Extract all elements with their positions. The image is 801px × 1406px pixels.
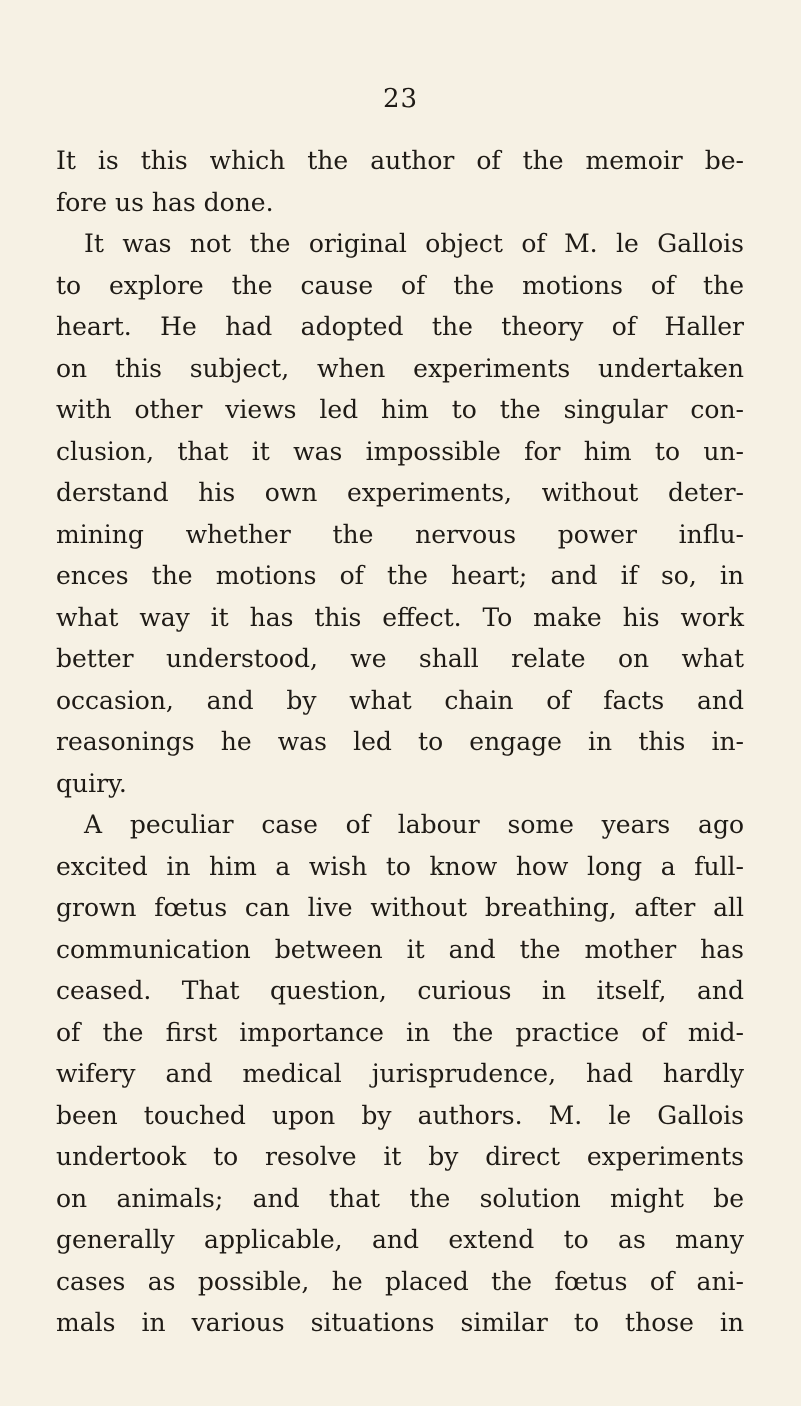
text-line: derstand his own experiments, without deter- <box>56 478 744 507</box>
text-line: mals in various situations similar to those in <box>56 1308 744 1337</box>
text-line: clusion, that it was impossible for him to un- <box>56 436 744 466</box>
text-line: cases as possible, he placed the fœtus of ani- <box>56 1266 744 1296</box>
text-line: better understood, we shall relate on what <box>56 644 744 673</box>
text-line: grown fœtus can live without breathing, after all <box>56 893 744 922</box>
text-line: ceased. That question, curious in itself, and <box>56 976 744 1005</box>
text-line: on animals; and that the solution might be <box>56 1183 744 1213</box>
text-line: fore us has done. <box>56 187 274 217</box>
text-line: been touched upon by authors. M. le Gallois <box>56 1100 744 1130</box>
text-line: quiry. <box>56 768 127 798</box>
text-line: undertook to resolve it by direct experiments <box>56 1142 744 1171</box>
text-line: with other views led him to the singular con- <box>56 395 744 424</box>
text-line: to explore the cause of the motions of the <box>56 270 744 300</box>
text-line: heart. He had adopted the theory of Haller <box>56 312 744 341</box>
text-line: what way it has this effect. To make his work <box>56 602 744 632</box>
text-line: It was not the original object of M. le Gallois <box>84 229 744 258</box>
text-line: mining whether the nervous power influ- <box>56 519 744 549</box>
text-line: ences the motions of the heart; and if so, in <box>56 561 744 590</box>
text-line: occasion, and by what chain of facts and <box>56 685 744 715</box>
text-line: generally applicable, and extend to as many <box>56 1225 744 1254</box>
text-line: reasonings he was led to engage in this in- <box>56 727 744 756</box>
text-line: It is this which the author of the memoir be- <box>56 146 744 175</box>
text-line: excited in him a wish to know how long a full- <box>56 851 744 881</box>
text-line: wifery and medical jurisprudence, had hardly <box>56 1059 744 1088</box>
body-text <box>56 140 744 1344</box>
text-line: on this subject, when experiments undertaken <box>56 353 744 383</box>
text-line: of the first importance in the practice of mid- <box>56 1017 744 1047</box>
page-number: 23 <box>382 84 419 114</box>
text-line: A peculiar case of labour some years ago <box>84 810 744 839</box>
text-line: communication between it and the mother has <box>56 934 744 964</box>
